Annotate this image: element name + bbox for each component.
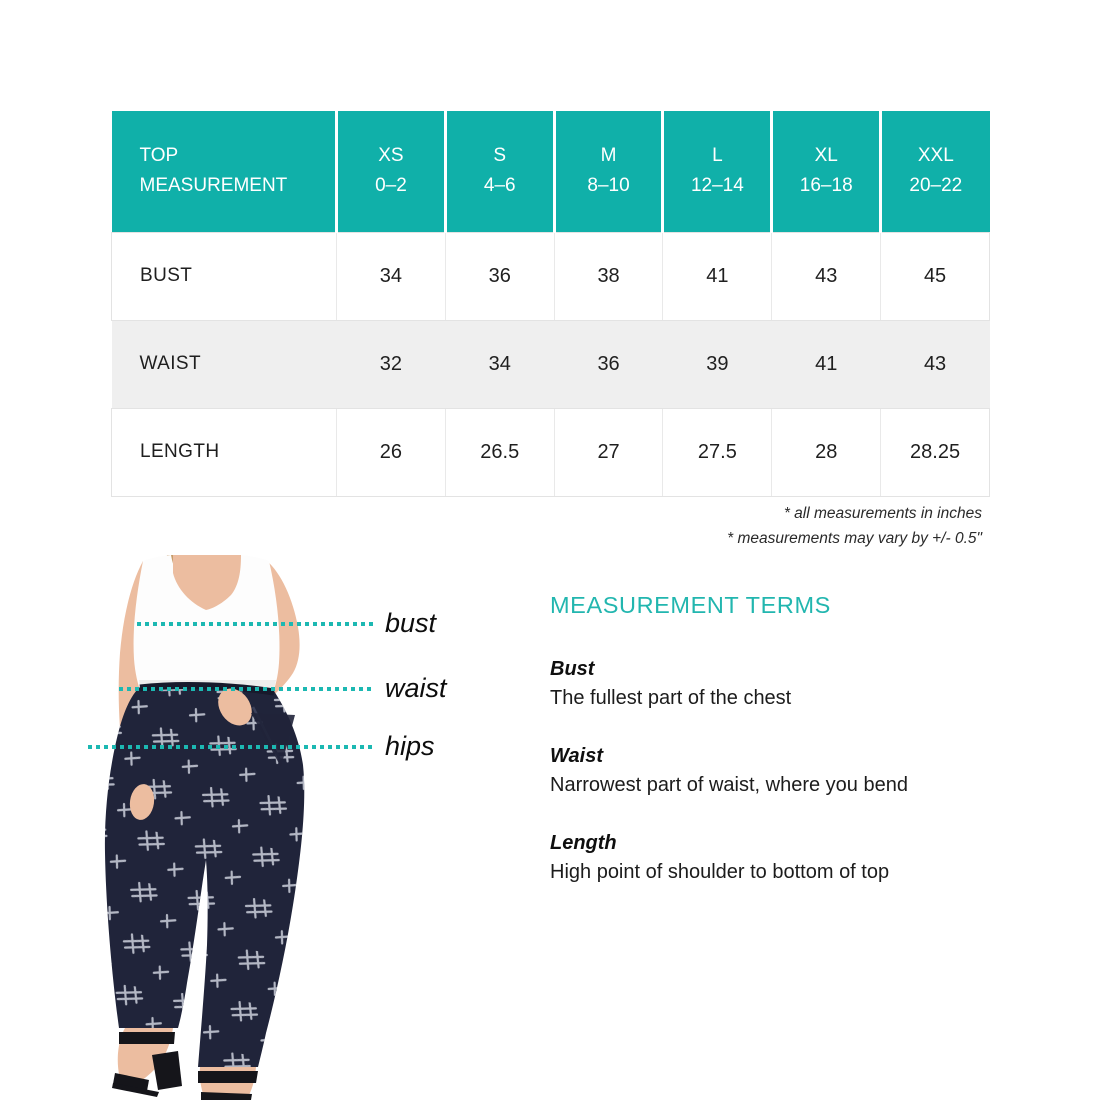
column-header-l xyxy=(663,111,772,232)
model-photo xyxy=(55,555,385,1100)
term-definition: Narrowest part of waist, where you bend xyxy=(550,774,908,796)
footnotes xyxy=(727,501,982,551)
footnote-units: * all measurements in inches xyxy=(783,505,982,522)
size-table-header xyxy=(112,111,990,232)
column-header-s xyxy=(445,111,554,232)
size-name: L xyxy=(712,145,723,167)
size-range: 16–18 xyxy=(799,175,853,197)
cell-value: 26 xyxy=(337,408,446,496)
waist-line-label: waist xyxy=(385,673,447,703)
size-name: XS xyxy=(378,145,404,167)
size-name: M xyxy=(600,145,617,167)
row-label: WAIST xyxy=(112,320,337,408)
shoe-left-heel xyxy=(152,1051,182,1090)
cell-value: 39 xyxy=(663,320,772,408)
table-row-length xyxy=(112,408,990,496)
measurement-terms-section xyxy=(550,592,1030,916)
table-title-line1: TOP xyxy=(139,145,179,167)
cell-value: 27.5 xyxy=(663,408,772,496)
waist-dotted-line xyxy=(119,687,375,691)
cell-value: 26.5 xyxy=(445,408,554,496)
hips-dotted-line xyxy=(88,745,375,749)
term-waist xyxy=(550,742,1030,800)
shoe-right-ankle-strap xyxy=(198,1071,258,1083)
cell-value: 34 xyxy=(445,320,554,408)
cell-value: 36 xyxy=(445,232,554,320)
column-header-xl xyxy=(772,111,881,232)
cell-value: 45 xyxy=(881,232,990,320)
term-name: Length xyxy=(550,832,617,854)
cell-value: 34 xyxy=(337,232,446,320)
size-range: 20–22 xyxy=(909,175,963,197)
cell-value: 28 xyxy=(772,408,881,496)
terms-heading: MEASUREMENT TERMS xyxy=(550,592,831,618)
size-range: 0–2 xyxy=(375,175,407,197)
column-header-m xyxy=(554,111,663,232)
cell-value: 41 xyxy=(663,232,772,320)
size-name: S xyxy=(493,145,507,167)
hips-line-label: hips xyxy=(385,731,435,761)
size-range: 8–10 xyxy=(587,175,630,197)
term-definition: The fullest part of the chest xyxy=(550,687,792,709)
term-bust xyxy=(550,655,1030,713)
term-name: Bust xyxy=(550,658,595,680)
table-title-cell xyxy=(112,111,337,232)
bust-dotted-line xyxy=(137,622,375,626)
cell-value: 38 xyxy=(554,232,663,320)
size-range: 4–6 xyxy=(483,175,516,197)
row-label: BUST xyxy=(112,232,337,320)
term-name: Waist xyxy=(550,745,603,767)
measurement-figure xyxy=(55,555,515,1100)
column-header-xxl xyxy=(881,111,990,232)
footnote-tolerance: * measurements may vary by +/- 0.5" xyxy=(727,530,982,547)
table-row-waist xyxy=(112,320,990,408)
cell-value: 36 xyxy=(554,320,663,408)
term-definition: High point of shoulder to bottom of top xyxy=(550,861,890,883)
bust-line-label: bust xyxy=(385,608,437,638)
size-table xyxy=(111,111,990,497)
table-row-bust xyxy=(112,232,990,320)
column-header-xs xyxy=(337,111,446,232)
cell-value: 27 xyxy=(554,408,663,496)
cell-value: 32 xyxy=(337,320,446,408)
cell-value: 28.25 xyxy=(881,408,990,496)
row-label: LENGTH xyxy=(112,408,337,496)
cell-value: 41 xyxy=(772,320,881,408)
size-range: 12–14 xyxy=(690,175,744,197)
size-name: XL xyxy=(814,145,838,167)
shoe-left-ankle-strap xyxy=(119,1032,175,1044)
cell-value: 43 xyxy=(881,320,990,408)
cell-value: 43 xyxy=(772,232,881,320)
term-length xyxy=(550,829,1030,887)
size-name: XXL xyxy=(917,145,954,167)
table-title-line2: MEASUREMENT xyxy=(139,175,288,197)
